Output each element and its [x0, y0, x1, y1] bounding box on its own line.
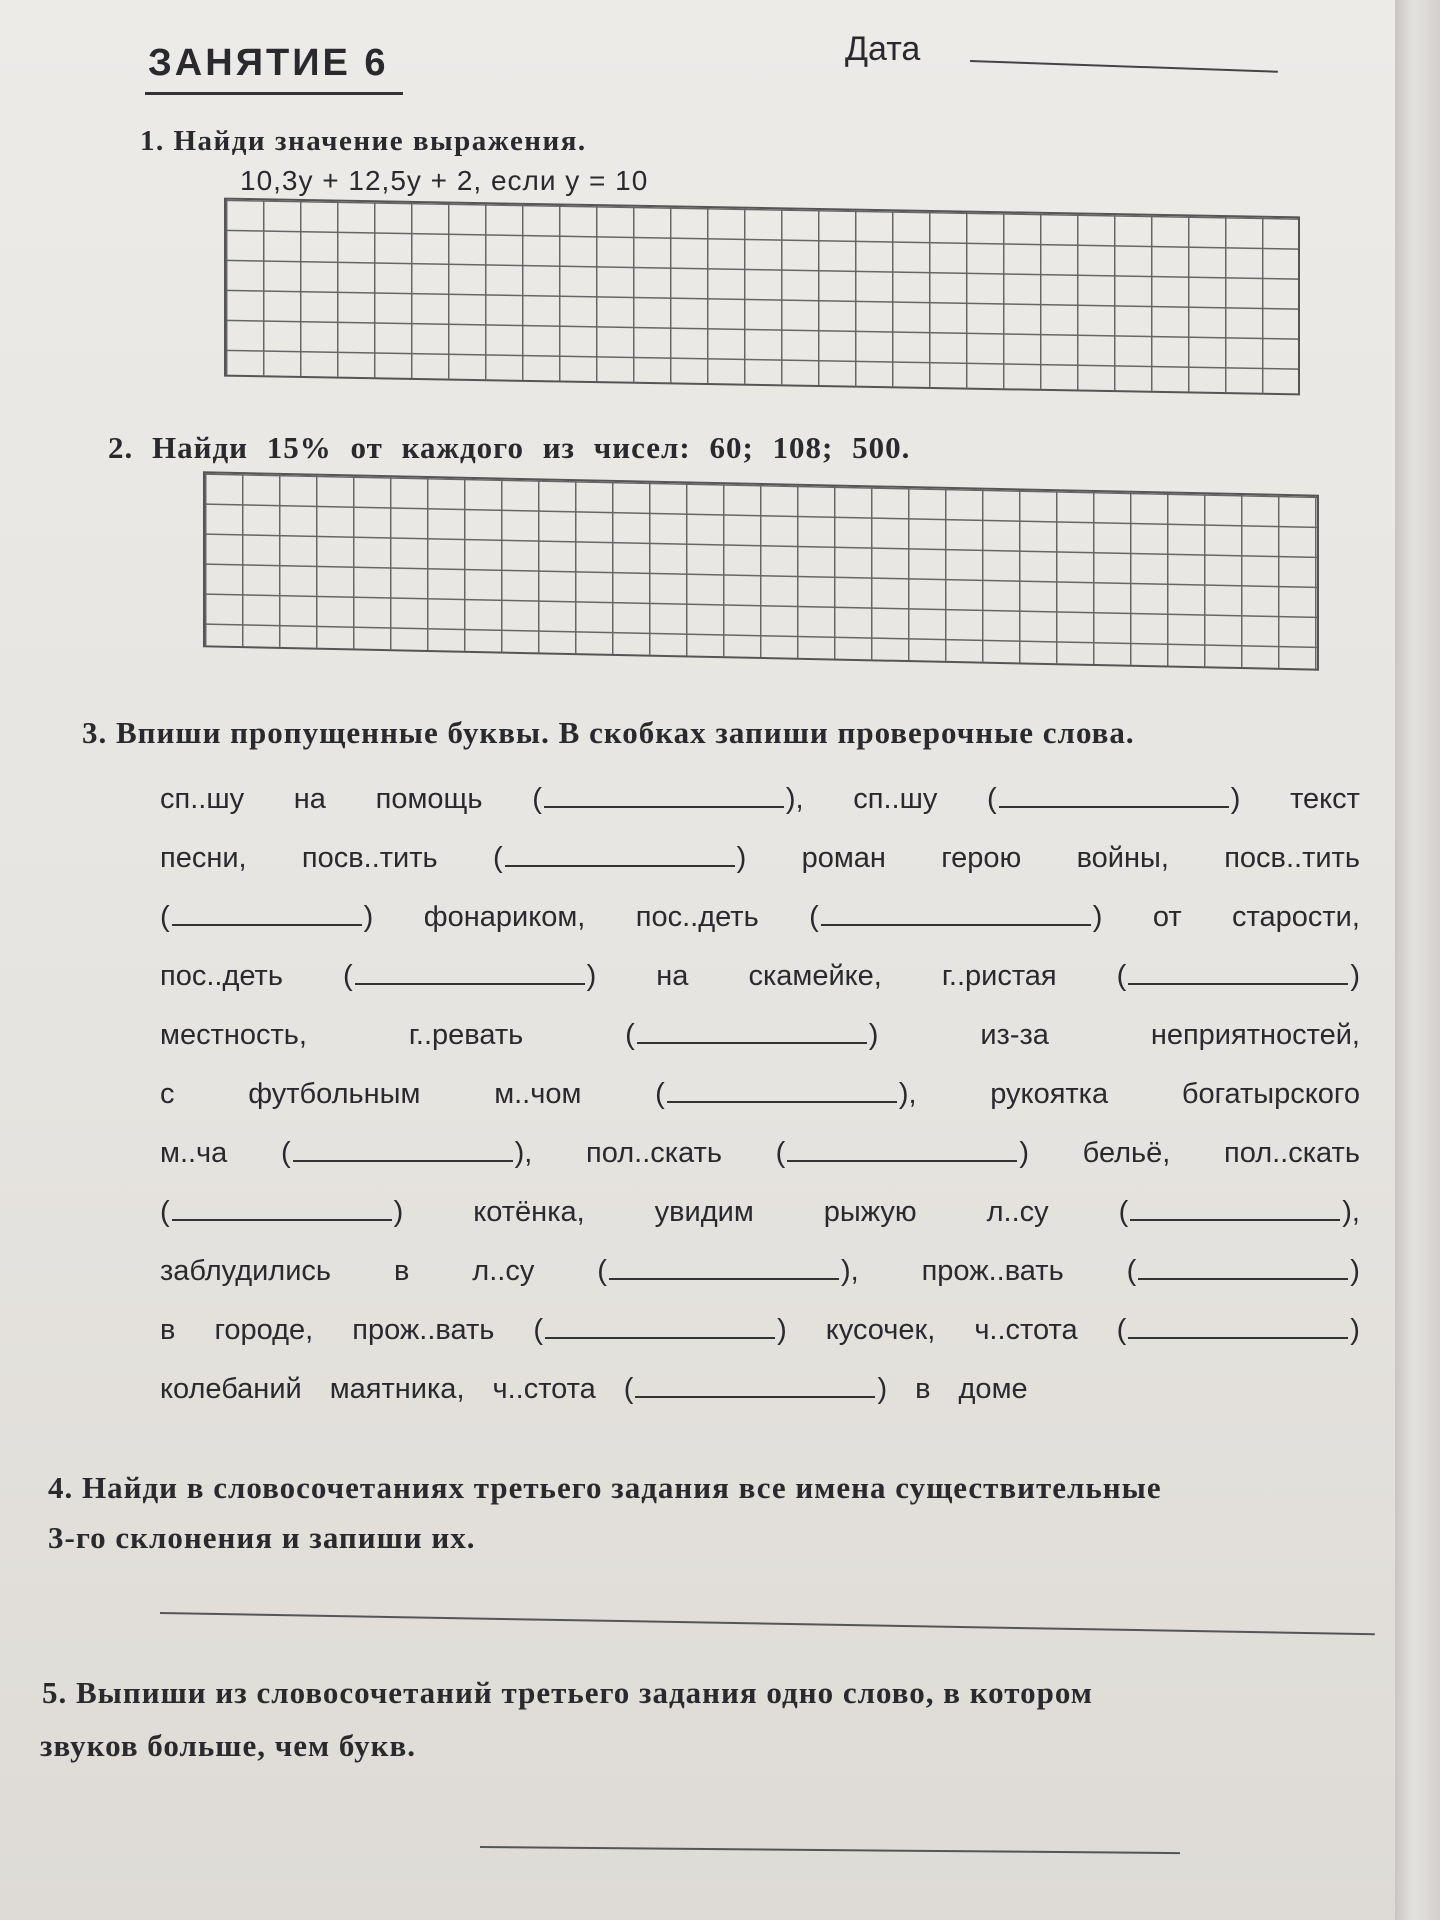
exercise-word: городе,: [214, 1314, 314, 1346]
check-word-blank[interactable]: [1138, 1256, 1348, 1280]
exercise-word: прож..вать: [352, 1314, 495, 1346]
check-word-group: [1127, 1242, 1360, 1301]
task-5-line-2: звуков больше, чем букв.: [40, 1728, 416, 1763]
exercise-word: в: [915, 1373, 931, 1405]
task-2-title: [108, 430, 910, 466]
exercise-word: местность,: [160, 1019, 307, 1051]
exercise-word: неприятностей,: [1150, 1019, 1360, 1051]
exercise-word: пол..скать: [1224, 1137, 1360, 1169]
open-paren: (: [160, 901, 170, 933]
exercise-word: сп..шу: [160, 783, 245, 815]
exercise-word: м..ча: [160, 1137, 228, 1169]
exercise-word: на: [293, 783, 326, 815]
close-paren: ): [736, 842, 747, 874]
task-4-line-2: 3-го склонения и запиши их.: [48, 1520, 476, 1555]
exercise-word: г..ристая: [941, 960, 1057, 992]
exercise-word: скамейке,: [748, 960, 882, 992]
close-paren: ): [1019, 1137, 1029, 1169]
open-paren: (: [655, 1078, 665, 1110]
open-paren: (: [533, 1314, 544, 1346]
task-1-expression: 10,3y + 12,5y + 2, если y = 10: [240, 165, 649, 196]
exercise-word: заблудились: [160, 1255, 332, 1287]
check-word-blank[interactable]: [999, 784, 1229, 808]
close-paren: ): [363, 901, 374, 933]
check-word-blank[interactable]: [544, 784, 784, 808]
exercise-line: [160, 947, 1360, 1006]
check-word-group: [1119, 1183, 1360, 1242]
exercise-word: в: [160, 1314, 176, 1346]
exercise-word: старости,: [1232, 901, 1360, 933]
check-word-group: [776, 1124, 1029, 1183]
exercise-word: пос..деть: [635, 901, 759, 933]
exercise-word: г..ревать: [408, 1019, 524, 1051]
check-word-group: [160, 888, 373, 947]
exercise-line: [160, 1242, 1360, 1301]
exercise-word: ч..стота: [492, 1373, 596, 1405]
close-paren: ): [777, 1314, 787, 1346]
check-word-group: [1117, 1301, 1360, 1360]
open-paren: (: [775, 1137, 786, 1169]
check-word-group: [987, 770, 1240, 829]
exercise-word: текст: [1290, 783, 1360, 815]
task-1-number: 1.: [140, 125, 165, 157]
open-paren: (: [623, 1373, 634, 1405]
exercise-line: [160, 888, 1360, 947]
exercise-word: песни,: [160, 842, 247, 874]
check-word-blank[interactable]: [1130, 1197, 1340, 1221]
check-word-group: [533, 1301, 786, 1360]
close-paren: ): [1350, 960, 1360, 992]
exercise-word: доме: [958, 1373, 1028, 1405]
task-5-text-1: Выпиши из словосочетаний третьего задания одно слово, в котором: [76, 1675, 1093, 1710]
exercise-word: войны,: [1076, 842, 1169, 874]
task-4-number: 4.: [48, 1470, 74, 1505]
exercise-word: помощь: [375, 783, 483, 815]
exercise-word: богатырского: [1181, 1078, 1360, 1110]
check-word-group: [655, 1065, 916, 1124]
check-word-blank[interactable]: [1128, 1315, 1348, 1339]
exercise-line: [160, 1301, 1360, 1360]
task-4-text-1: Найди в словосочетаниях третьего задания все имена существительные: [82, 1470, 1162, 1505]
exercise-word: бельё,: [1082, 1137, 1171, 1169]
open-paren: (: [1118, 1196, 1129, 1228]
exercise-word: л..су: [472, 1255, 535, 1287]
open-paren: (: [809, 901, 819, 933]
open-paren: (: [160, 1196, 170, 1228]
close-paren: ): [1350, 1255, 1360, 1287]
exercise-word: ч..стота: [974, 1314, 1078, 1346]
exercise-word: с: [160, 1078, 175, 1110]
exercise-line: [160, 770, 1360, 829]
close-paren: ): [586, 960, 597, 992]
check-word-group: [532, 770, 803, 829]
close-paren: ): [877, 1373, 888, 1405]
task-1-answer-grid[interactable]: [224, 198, 1300, 396]
exercise-word: посв..тить: [1224, 842, 1360, 874]
task-3-exercise: [160, 770, 1360, 1419]
check-word-group: [160, 1183, 403, 1242]
close-paren: ),: [898, 1078, 917, 1110]
open-paren: (: [1116, 960, 1127, 992]
task-2-text: Найди 15% от каждого из чисел: 60; 108; 500.: [152, 430, 911, 465]
exercise-word: роман: [801, 842, 886, 874]
check-word-group: [625, 1006, 878, 1065]
check-word-group: [624, 1360, 887, 1419]
task-1-text: Найди значение выражения.: [173, 125, 587, 157]
check-word-blank[interactable]: [505, 843, 735, 867]
exercise-line: [160, 1360, 1360, 1419]
exercise-line: [160, 1065, 1360, 1124]
check-word-blank[interactable]: [821, 902, 1091, 926]
check-word-blank[interactable]: [637, 1020, 867, 1044]
check-word-blank[interactable]: [667, 1079, 897, 1103]
exercise-word: л..су: [986, 1196, 1049, 1228]
exercise-word: кусочек,: [825, 1314, 936, 1346]
close-paren: ),: [1342, 1196, 1360, 1228]
close-paren: ): [1230, 783, 1241, 815]
close-paren: ),: [785, 783, 804, 815]
open-paren: (: [987, 783, 997, 815]
task-5-number: 5.: [42, 1675, 68, 1710]
check-word-group: [281, 1124, 532, 1183]
check-word-blank[interactable]: [787, 1138, 1017, 1162]
exercise-line: [160, 1006, 1360, 1065]
check-word-group: [1117, 947, 1360, 1006]
exercise-word: маятника,: [329, 1373, 465, 1405]
open-paren: (: [532, 783, 542, 815]
check-word-blank[interactable]: [293, 1138, 513, 1162]
open-paren: (: [1126, 1255, 1137, 1287]
close-paren: ),: [514, 1137, 533, 1169]
task-5-line-1: [42, 1675, 1093, 1711]
open-paren: (: [625, 1019, 635, 1051]
check-word-blank[interactable]: [545, 1315, 775, 1339]
exercise-word: пос..деть: [160, 960, 283, 992]
exercise-line: [160, 829, 1360, 888]
exercise-word: пол..скать: [586, 1137, 722, 1169]
open-paren: (: [492, 842, 503, 874]
close-paren: ): [1350, 1314, 1360, 1346]
exercise-word: рыжую: [823, 1196, 917, 1228]
task-4-line-1: [48, 1470, 1162, 1506]
exercise-word: герою: [941, 842, 1022, 874]
lesson-title-underline: [145, 92, 403, 95]
page-edge: [1395, 0, 1440, 1920]
open-paren: (: [597, 1255, 607, 1287]
exercise-word: в: [393, 1255, 410, 1287]
open-paren: (: [342, 960, 353, 992]
check-word-group: [809, 888, 1102, 947]
exercise-word: от: [1152, 901, 1182, 933]
task-3-title: [82, 715, 1135, 751]
check-word-blank[interactable]: [635, 1374, 875, 1398]
check-word-blank[interactable]: [1128, 961, 1348, 985]
close-paren: ): [393, 1196, 404, 1228]
exercise-word: котёнка,: [473, 1196, 585, 1228]
check-word-group: [343, 947, 596, 1006]
exercise-line: [160, 1183, 1360, 1242]
exercise-word: м..чом: [494, 1078, 582, 1110]
exercise-word: сп..шу: [853, 783, 938, 815]
check-word-group: [597, 1242, 858, 1301]
open-paren: (: [1116, 1314, 1127, 1346]
exercise-word: из-за: [980, 1019, 1049, 1051]
check-word-blank[interactable]: [609, 1256, 839, 1280]
task-2-answer-grid[interactable]: [203, 471, 1319, 670]
check-word-blank[interactable]: [355, 961, 585, 985]
exercise-word: на: [656, 960, 689, 992]
task-2-number: 2.: [108, 430, 134, 465]
exercise-word: рукоятка: [990, 1078, 1109, 1110]
open-paren: (: [280, 1137, 291, 1169]
exercise-word: колебаний: [160, 1373, 302, 1405]
check-word-blank[interactable]: [172, 1197, 392, 1221]
task-3-text: Впиши пропущенные буквы. В скобках запиши проверочные слова.: [116, 715, 1135, 750]
exercise-word: фонариком,: [423, 901, 586, 933]
close-paren: ): [868, 1019, 879, 1051]
lesson-title: ЗАНЯТИЕ 6: [148, 42, 389, 84]
exercise-word: футбольным: [248, 1078, 421, 1110]
exercise-word: посв..тить: [301, 842, 438, 874]
task-3-number: 3.: [82, 715, 108, 750]
exercise-word: увидим: [654, 1196, 754, 1228]
check-word-group: [493, 829, 746, 888]
exercise-line: [160, 1124, 1360, 1183]
exercise-word: прож..вать: [921, 1255, 1064, 1287]
close-paren: ),: [840, 1255, 859, 1287]
task-1-title: [140, 125, 587, 158]
check-word-blank[interactable]: [172, 902, 362, 926]
close-paren: ): [1092, 901, 1103, 933]
date-label: Дата: [845, 30, 921, 68]
